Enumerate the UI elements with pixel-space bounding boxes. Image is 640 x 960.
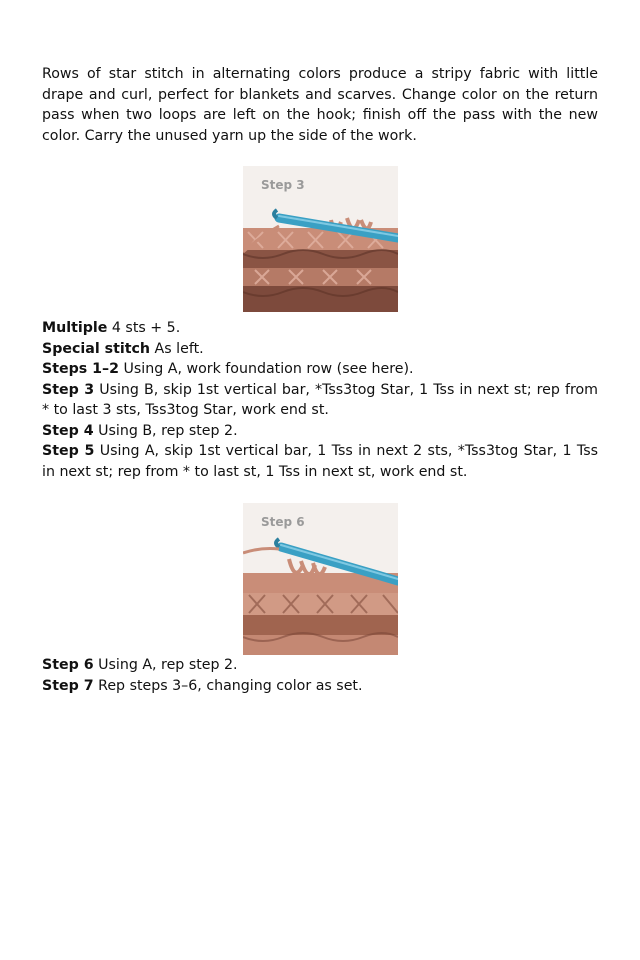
instruction-heading: Multiple bbox=[42, 320, 108, 336]
instruction-heading: Step 4 bbox=[42, 422, 94, 439]
instructions-block-1 bbox=[42, 318, 598, 482]
instruction-heading: Step 7 bbox=[42, 677, 94, 694]
instruction-multiple bbox=[42, 318, 598, 339]
instruction-step-7 bbox=[42, 676, 598, 697]
instruction-text: Using A, skip 1st vertical bar, 1 Tss in next 2 sts, *Tss3tog Star, 1 Tss in next st; rep from * to last st, 1 Tss in next st, work end st. bbox=[42, 443, 598, 480]
instruction-heading: Step 3 bbox=[42, 381, 95, 398]
instruction-heading: Steps 1–2 bbox=[42, 361, 119, 377]
instruction-text: 4 sts + 5. bbox=[107, 320, 181, 336]
instruction-steps-1-2 bbox=[42, 359, 598, 380]
instruction-text: Rep steps 3–6, changing color as set. bbox=[93, 677, 363, 694]
instruction-heading: Special stitch bbox=[42, 340, 151, 357]
instruction-text: Using A, rep step 2. bbox=[93, 657, 238, 673]
instruction-text: Using A, work foundation row (see here). bbox=[119, 361, 414, 377]
instruction-step-3 bbox=[42, 380, 598, 421]
instruction-special-stitch bbox=[42, 339, 598, 360]
instruction-heading: Step 5 bbox=[42, 443, 95, 459]
step-6-label: Step 6 bbox=[261, 515, 305, 529]
step-3-label: Step 3 bbox=[261, 178, 305, 192]
instruction-heading: Step 6 bbox=[42, 657, 94, 673]
instruction-text: As left. bbox=[150, 340, 204, 357]
instruction-text: Using B, rep step 2. bbox=[93, 422, 238, 439]
step-6-photo bbox=[243, 503, 398, 655]
step-3-photo bbox=[243, 166, 398, 312]
intro-paragraph: Rows of star stitch in alternating colors produce a stripy fabric with little drape and curl, perfect for blankets and scarves. Change color on the return pass when two loops are left on the hook; finish off the pass with the new color. Carry the unused yarn up the side of the work. bbox=[42, 66, 598, 144]
instructions-block-2 bbox=[42, 655, 598, 696]
instruction-step-6 bbox=[42, 655, 598, 676]
instruction-step-5 bbox=[42, 441, 598, 482]
instruction-text: Using B, skip 1st vertical bar, *Tss3tog Star, 1 Tss in next st; rep from * to last 3 sts, Tss3tog Star, work end st. bbox=[42, 381, 598, 418]
instruction-step-4 bbox=[42, 421, 598, 442]
